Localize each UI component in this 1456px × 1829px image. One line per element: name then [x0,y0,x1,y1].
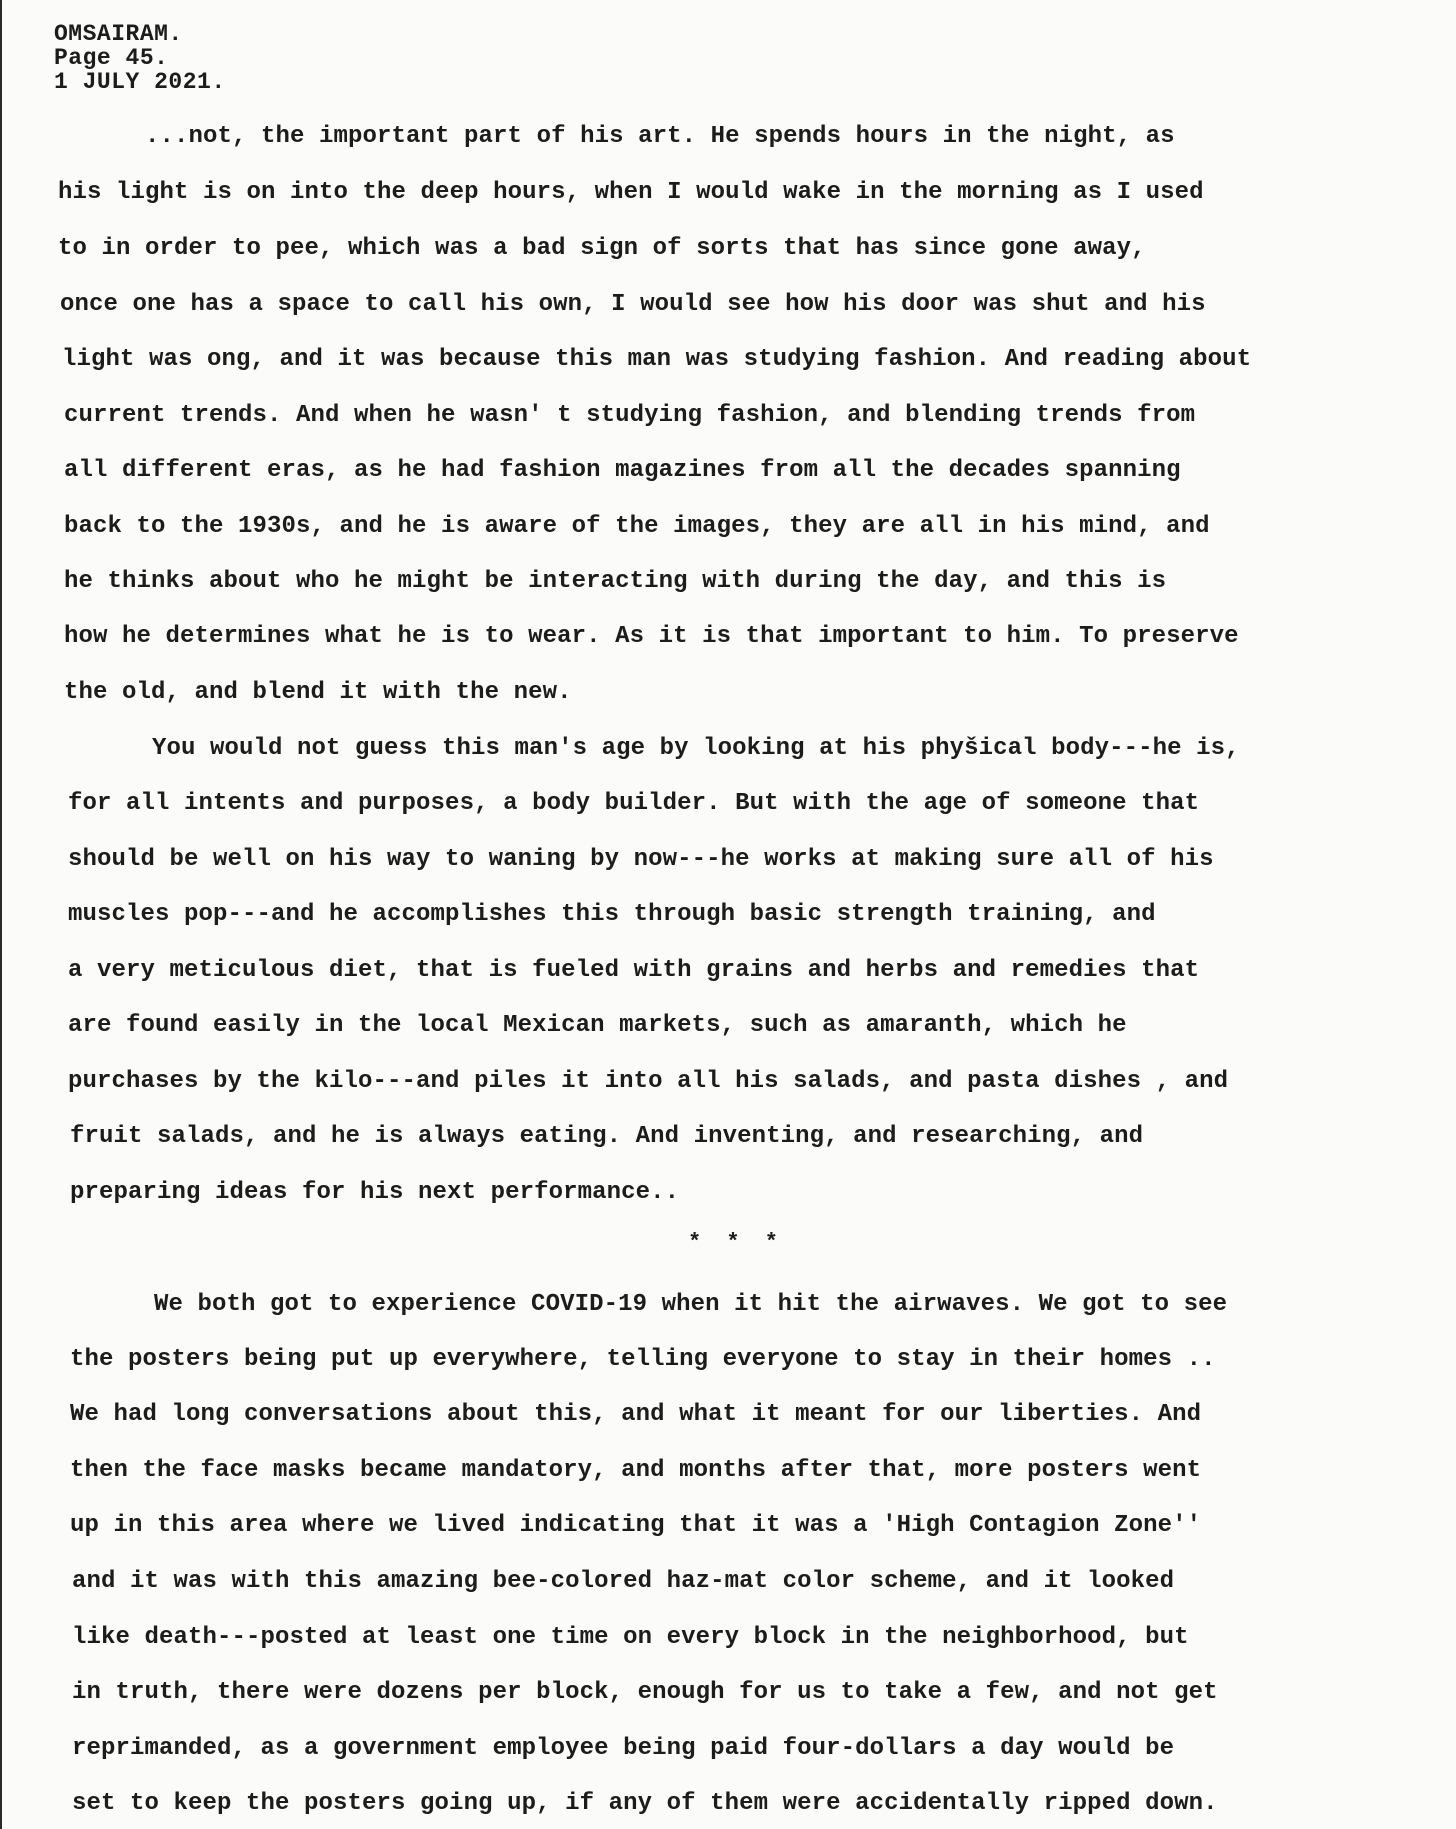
text-line: up in this area where we lived indicating that it was a 'High Contagion Zone'' [70,1512,1202,1539]
text-line: You would not guess this man's age by looking at his phyšical body---he is, [152,735,1240,762]
text-line: for all intents and purposes, a body builder. But with the age of someone that [68,790,1200,817]
text-line: then the face masks became mandatory, and months after that, more posters went [70,1457,1202,1484]
text-line: all different eras, as he had fashion magazines from all the decades spanning [64,457,1181,484]
text-line: We both got to experience COVID-19 when it hit the airwaves. We got to see [154,1291,1228,1318]
text-line: should be well on his way to waning by now---he works at making sure all of his [68,846,1214,873]
text-line: his light is on into the deep hours, when I would wake in the morning as I used [58,179,1204,206]
text-line: in truth, there were dozens per block, enough for us to take a few, and not get [72,1679,1218,1706]
text-line: the posters being put up everywhere, telling everyone to stay in their homes .. [70,1346,1216,1373]
text-line: muscles pop---and he accomplishes this through basic strength training, and [68,901,1156,928]
text-line: current trends. And when he wasn' t studying fashion, and blending trends from [64,402,1196,429]
page-header [54,22,226,94]
text-line: back to the 1930s, and he is aware of the images, they are all in his mind, and [64,513,1210,540]
text-line: preparing ideas for his next performance.. [70,1179,680,1206]
header-date: 1 JULY 2021. [54,69,226,95]
text-line: set to keep the posters going up, if any of them were accidentally ripped down. [72,1790,1218,1817]
text-line: light was ong, and it was because this man was studying fashion. And reading about [62,346,1252,373]
text-line: to in order to pee, which was a bad sign of sorts that has since gone away, [58,235,1146,262]
text-line: We had long conversations about this, and what it meant for our liberties. And [70,1401,1202,1428]
text-line: are found easily in the local Mexican markets, such as amaranth, which he [68,1012,1127,1039]
text-line: he thinks about who he might be interacting with during the day, and this is [64,568,1167,595]
text-line: fruit salads, and he is always eating. And inventing, and researching, and [70,1123,1144,1150]
text-line: once one has a space to call his own, I would see how his door was shut and his [60,291,1206,318]
text-line: the old, and blend it with the new. [64,679,572,706]
text-line: and it was with this amazing bee-colored haz-mat color scheme, and it looked [72,1568,1175,1595]
text-line: purchases by the kilo---and piles it into all his salads, and pasta dishes , and [68,1068,1229,1095]
header-title: OMSAIRAM. [54,21,183,47]
text-line: reprimanded, as a government employee being paid four-dollars a day would be [72,1735,1175,1762]
text-line: a very meticulous diet, that is fueled with grains and herbs and remedies that [68,957,1200,984]
text-line: ...not, the important part of his art. He spends hours in the night, as [145,123,1175,150]
text-line: like death---posted at least one time on every block in the neighborhood, but [72,1624,1189,1651]
text-line: how he determines what he is to wear. As it is that important to him. To preserve [64,623,1239,650]
header-page-number: Page 45. [54,45,169,71]
section-separator: * * * [688,1230,785,1255]
